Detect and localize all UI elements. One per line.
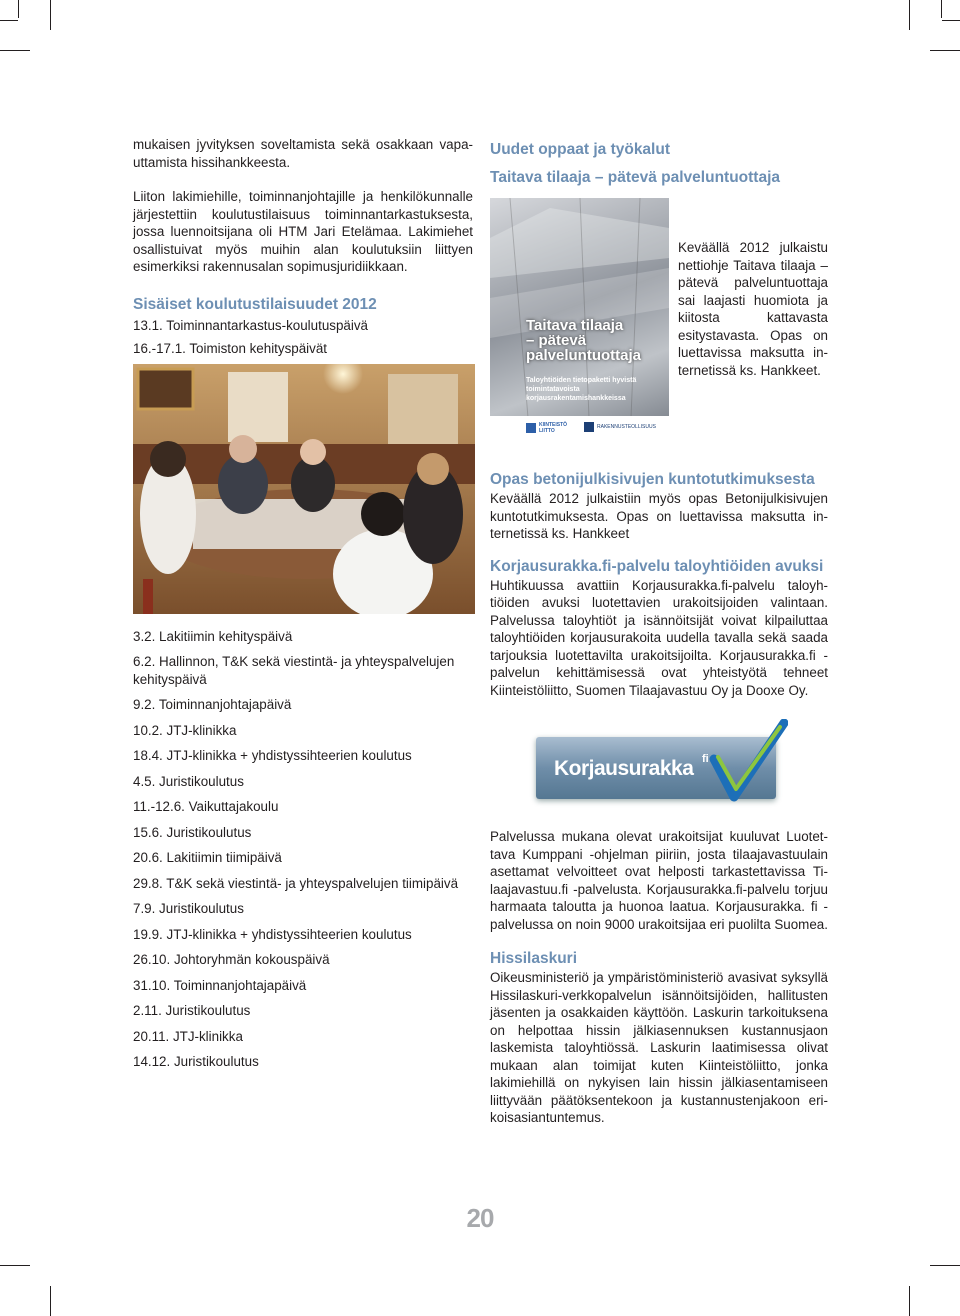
crop-mark xyxy=(0,20,18,21)
event-item: 13.1. Toiminnantarkastus-koulutuspäivä xyxy=(133,317,368,333)
event-item: 18.4. JTJ-klinikka + yhdistyssihteerien koulutus xyxy=(133,748,412,763)
crop-mark xyxy=(50,0,51,30)
hissilaskuri-text: Oikeusministeriö ja ympäristöministeriö avasivat syksyllä Hissilaskuri-verkkopalvelun isännöitsijöiden, hallitusten jäsenten ja osakkaiden käyttöön. Laskurin tarkoituksena on helpottaa hissin jälkiasennuksen kustannusjaon laskemista taloyhtiössä. Laskurin laatimisessa olivat mukaan alan toimijat kuten Kiinteistöliitto, jonka lakimiehillä on nykyisen lain hissin jälkiasentamiseen liittyvään päätöksentekoon ja kustannustenjakoon erikoisasiantuntemus. xyxy=(490,970,828,1125)
event-item: 2.11. Juristikoulutus xyxy=(133,1003,251,1018)
kiinteistoliitto-logo: KIINTEISTÖ LIITTO xyxy=(526,422,569,434)
checkmark-icon xyxy=(708,719,788,811)
guide-description: Keväällä 2012 julkaistu nettiohje Taitava tilaaja – pätevä palveluntuottaja sai laajasti huomiota ja kiitosta kattavasta esitystavasta. Opas on luettavissa maksutta internetissä ks. Hankkeet. xyxy=(678,240,828,378)
book-subtitle-line: korjausrakentamishankkeissa xyxy=(526,395,626,402)
intro-paragraph-2: Liiton lakimiehille, toiminnanjohtajille ja henkilökunnalle järjestettiin koulutustilaisuus toiminnantarkastuksesta, jossa luennoitsijana oli HTM Jari Etelämaa. Lakimiehet osallistuivat myös muihin alan koulutuksiin liittyen esimerkiksi rakennusalan sopimusjuridiikkaan. xyxy=(133,189,473,274)
meeting-photo xyxy=(133,364,475,614)
crop-mark xyxy=(18,0,19,18)
logo-text: Korjausurakka xyxy=(554,757,694,780)
event-item: 10.2. JTJ-klinikka xyxy=(133,722,237,738)
korjausurakka-text: Huhtikuussa avattiin Korjausurakka.fi-palvelu taloyhtiöiden avuksi luotettavien urakoitsijoiden valintaan. Palvelussa taloyhtiöt ja isännöitsijät voivat kilpailuttaa taloyhtiöiden korjausurakoita uudella tavalla sekä saada tarjouksia luotettavilta urakoitsijoilta. Korjausurakka.fi -palvelun kehittämisessä ovat yhteistyötä tehneet Kiinteistöliitto, Suomen Tilaajavastuu Oy ja Dooxe Oy. xyxy=(490,577,828,698)
concrete-guide-heading: Opas betonijulkisivujen kuntotutkimuksesta xyxy=(490,471,815,488)
event-item: 20.6. Lakitiimin tiimipäivä xyxy=(133,850,282,865)
crop-mark xyxy=(0,50,30,51)
left-column xyxy=(133,136,473,1079)
new-guides-heading: Uudet oppaat ja työkalut xyxy=(490,141,670,158)
guide-block xyxy=(490,198,828,442)
book-subtitle-line: toimintatavoista xyxy=(526,386,580,393)
crop-mark xyxy=(930,1265,960,1266)
crop-mark xyxy=(50,1286,51,1316)
crop-mark xyxy=(909,1286,910,1316)
event-item: 26.10. Johtoryhmän kokouspäivä xyxy=(133,952,330,967)
hissilaskuri-heading: Hissilaskuri xyxy=(490,950,578,967)
event-item: 19.9. JTJ-klinikka + yhdistyssihteerien koulutus xyxy=(133,926,412,942)
crop-mark xyxy=(930,50,960,51)
internal-training-heading: Sisäiset koulutustilaisuudet 2012 xyxy=(133,295,377,313)
right-column xyxy=(490,136,828,1127)
event-item: 4.5. Juristikoulutus xyxy=(133,773,244,789)
korjausurakka-heading: Korjausurakka.fi-palvelu taloyhtiöiden avuksi xyxy=(490,557,824,575)
rakennusteollisuus-logo: RAKENNUSTEOLLISUUS xyxy=(584,422,656,432)
event-item: 31.10. Toiminnanjohtajapäivä xyxy=(133,977,307,993)
book-title-line: Taitava tilaaja xyxy=(526,317,624,334)
page-number: 20 xyxy=(466,1203,494,1233)
crop-mark xyxy=(909,0,910,30)
event-item: 11.-12.6. Vaikuttajakoulu xyxy=(133,799,279,814)
event-item: 3.2. Lakitiimin kehityspäivä xyxy=(133,628,293,644)
event-item: 7.9. Juristikoulutus xyxy=(133,901,244,916)
logo-mark-icon xyxy=(526,423,536,433)
book-cover xyxy=(490,198,669,442)
event-item: 6.2. Hallinnon, T&K sekä viestintä- ja yhteyspalvelujen kehityspäivä xyxy=(133,654,455,687)
event-item: 20.11. JTJ-klinikka xyxy=(133,1028,243,1044)
crop-mark xyxy=(942,20,960,21)
intro-paragraph-1: mukaisen jyvityksen soveltamista sekä osakkaan vapauttamista hissihankkeesta. xyxy=(133,137,473,170)
korjausurakka-logo xyxy=(536,719,786,811)
book-title-line: – pätevä xyxy=(526,332,587,349)
korjausurakka-text-2: Palvelussa mukana olevat urakoitsijat kuuluvat Luotettava Kumppani -ohjelman piiriin, josta tilaajavastuulain asettamat velvoitteet ovat helposti tarkastettavissa Tilaajavastuu.fi -palvelusta. Korjausurakka.fi-palvelu torjuu harmaata taloutta ja huonoa laatua. Korjausurakka. fi -palvelussa on noin 9000 urakoitsijaa eri puolilta Suomea. xyxy=(490,829,828,932)
events-list xyxy=(133,628,473,1071)
crop-mark xyxy=(941,0,942,18)
book-title-line: palveluntuottaja xyxy=(526,347,642,364)
book-subtitle-line: Taloyhtiöiden tietopaketti hyvistä xyxy=(526,377,637,384)
event-item: 29.8. T&K sekä viestintä- ja yhteyspalvelujen tiimipäivä xyxy=(133,875,459,891)
crop-mark xyxy=(0,1265,30,1266)
logo-suffix: fi xyxy=(702,753,709,765)
event-item: 14.12. Juristikoulutus xyxy=(133,1054,259,1069)
taitava-tilaaja-heading: Taitava tilaaja – pätevä palveluntuottaja xyxy=(490,169,781,186)
event-item: 16.-17.1. Toimiston kehityspäivät xyxy=(133,341,328,356)
logo-mark-icon xyxy=(584,422,594,432)
event-item: 9.2. Toiminnanjohtajapäivä xyxy=(133,697,292,712)
concrete-guide-text: Keväällä 2012 julkaistiin myös opas Betonijulkisivujen kuntotutkimuksesta. Opas on luettavissa maksutta internetissä ks. Hankkeet xyxy=(490,491,828,541)
event-item: 15.6. Juristikoulutus xyxy=(133,824,252,840)
